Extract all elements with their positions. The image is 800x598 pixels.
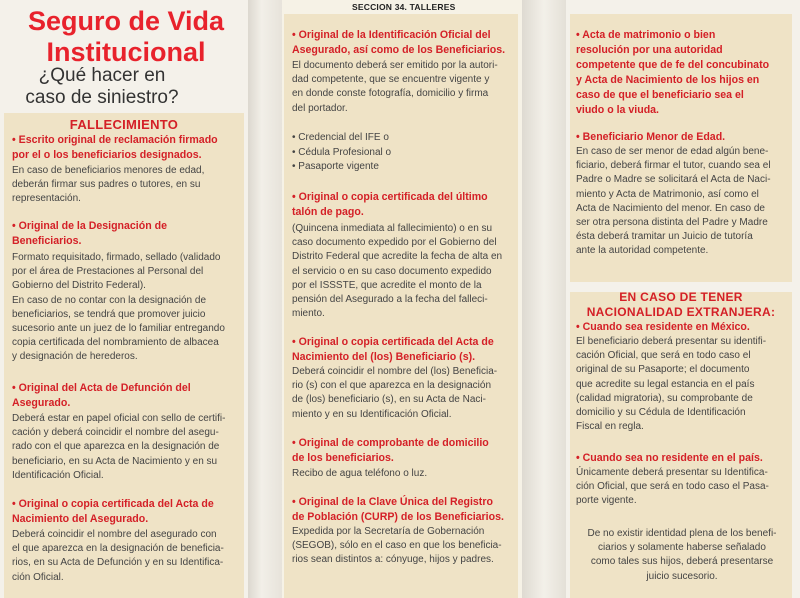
heading-line: de los beneficiarios.: [292, 452, 394, 464]
item-heading: [12, 381, 244, 411]
heading-line: • Original de la Clave Única del Registro: [292, 496, 493, 508]
text-line: por el ISSSTE, que acredite el monto de la: [292, 279, 482, 291]
text-line: miento y Acta de Matrimonio, así como el: [576, 188, 759, 200]
text-line: Gobierno del Distrito Federal).: [12, 280, 146, 292]
subtitle-line: ¿Qué hacer en: [38, 65, 166, 86]
item-heading: [12, 133, 244, 163]
text-line: Identificación Oficial.: [12, 469, 104, 481]
heading-line: • Cuando sea residente en México.: [576, 321, 750, 333]
heading-line: • Original o copia certificada del último: [292, 191, 488, 203]
text-line: Acta de Nacimiento del menor. En caso de: [576, 202, 765, 214]
text-line: en donde conste fotografía, domicilio y firma: [292, 88, 489, 100]
text-line: Distrito Federal que acredite la fecha de alta en: [292, 251, 503, 263]
heading-line: viudo o la viuda.: [576, 104, 659, 116]
text-line: miento.: [292, 308, 325, 320]
item-heading: [12, 219, 244, 249]
item-text: [292, 59, 516, 116]
item-heading: [576, 28, 790, 118]
item-text: [576, 145, 788, 259]
heading-line: • Original de la Designación de: [12, 220, 168, 232]
item-heading: [12, 497, 244, 527]
heading-line: • Beneficiario Menor de Edad.: [576, 131, 726, 143]
heading-line: y Acta de Nacimiento de los hijos en: [576, 74, 760, 86]
item-heading: [576, 130, 790, 145]
brochure-subtitle: [8, 65, 196, 109]
text-line: El beneficiario deberá presentar su identifi-: [576, 336, 767, 347]
text-line: caso documento expedido por el Gobierno del: [292, 237, 497, 249]
text-line: porte vigente.: [576, 495, 637, 507]
text-line: pensión del Asegurado a la fecha del falleci-: [292, 294, 488, 306]
title-line: Institucional: [46, 37, 206, 67]
heading-line: • Original del Acta de Defunción del: [12, 382, 191, 394]
text-line: rios sean distintos a: cónyuge, hijos y padres.: [292, 554, 494, 566]
document-list: [292, 131, 516, 175]
text-line: miento y en su Identificación Oficial.: [292, 408, 452, 420]
heading-line: caso de que el beneficiario sea el: [576, 89, 744, 101]
text-line: que acredite su legal estancia en el país: [576, 378, 755, 390]
text-line: juicio sucesorio.: [646, 570, 718, 582]
running-header: SECCION 34. TALLERES: [352, 2, 456, 12]
text-line: representación.: [12, 193, 81, 205]
item-text: [12, 412, 242, 483]
text-line: El documento deberá ser emitido por la autori-: [292, 60, 498, 71]
subtitle-line: caso de siniestro?: [25, 87, 179, 108]
text-line: deberán firmar sus padres o tutores, en su: [12, 179, 201, 191]
item-text: [576, 466, 788, 509]
item-heading: [576, 451, 790, 466]
heading-line: de Población (CURP) de los Beneficiarios.: [292, 511, 504, 523]
text-line: rio (s) con el que aparezca en la designación: [292, 380, 492, 392]
text-line: de (los) beneficiario (s), en su Acta de Naci-: [292, 394, 486, 406]
item-heading: [576, 320, 790, 335]
text-line: beneficiarios, se tendrá que promover juicio: [12, 308, 206, 320]
section-heading-nacionalidad: [570, 290, 792, 320]
text-line: cación Oficial, que será en todo caso el: [576, 350, 751, 362]
item-text: [292, 222, 516, 321]
item-text: [292, 525, 516, 568]
item-heading: [292, 495, 520, 525]
text-line: En caso de no contar con la designación de: [12, 294, 207, 306]
text-line: domicilio y su Cédula de Identificación: [576, 407, 746, 419]
item-text: [576, 335, 788, 434]
fold-gutter: [248, 0, 282, 598]
text-line: Deberá coincidir el nombre del (los) Beneficia-: [292, 366, 498, 377]
text-line: copia certificada del nombramiento de albacea: [12, 337, 219, 349]
text-line: ficiario, deberá firmar el tutor, cuando sea el: [576, 160, 771, 172]
heading-line: Asegurado, así como de los Beneficiarios.: [292, 44, 506, 56]
fold-gutter: [522, 0, 566, 598]
text-line: ser otra persona distinta del Padre y Madre: [576, 217, 768, 229]
text-line: beneficiario, en su Acta de Nacimiento y en su: [12, 455, 218, 467]
heading-line: Nacimiento del (los) Beneficiario (s).: [292, 351, 476, 363]
item-text: [12, 164, 242, 207]
middle-panel: [282, 0, 522, 598]
item-heading: [292, 190, 520, 220]
text-line: Únicamente deberá presentar su Identifica-: [576, 467, 768, 478]
text-line: el servicio o en su caso documento expedido: [292, 265, 492, 277]
text-line: Fiscal en regla.: [576, 421, 644, 433]
heading-line: NACIONALIDAD EXTRANJERA:: [586, 305, 776, 319]
brochure-title: [8, 6, 244, 68]
text-line: Recibo de agua teléfono o luz.: [292, 468, 428, 479]
text-line: el que aparezca en la designación de beneficia-: [12, 543, 224, 555]
heading-line: • Original o copia certificada del Acta de: [292, 336, 494, 348]
heading-line: • Acta de matrimonio o bien: [576, 29, 716, 41]
heading-line: • Cuando sea no residente en el país.: [576, 452, 763, 464]
text-line: Deberá estar en papel oficial con sello de certifi-: [12, 413, 226, 424]
heading-line: talón de pago.: [292, 206, 364, 218]
text-line: Formato requisitado, firmado, sellado (validado: [12, 252, 221, 263]
item-heading: [292, 436, 520, 466]
text-line: original de su Pasaporte; el documento: [576, 364, 750, 376]
text-line: ción Oficial.: [12, 571, 64, 583]
heading-line: por el o los beneficiarios designados.: [12, 149, 202, 161]
text-line: del portador.: [292, 102, 348, 114]
item-text: [292, 467, 516, 481]
text-line: (calidad migratoria), su comprobante de: [576, 392, 753, 404]
heading-line: EN CASO DE TENER: [619, 290, 743, 304]
text-line: ésta deberá tramitar un Juicio de tutoría: [576, 231, 753, 243]
text-line: ciarios y solamente haberse señalado: [598, 542, 766, 554]
left-panel: [0, 0, 248, 598]
heading-line: • Original de comprobante de domicilio: [292, 437, 489, 449]
closing-note: [576, 527, 788, 584]
heading-line: competente que de fe del concubinato: [576, 59, 770, 71]
text-line: (SEGOB), sólo en el caso en que los beneficia-: [292, 540, 502, 552]
heading-line: • Original o copia certificada del Acta de: [12, 498, 214, 510]
item-text: [12, 528, 242, 585]
list-item: • Credencial del IFE o: [292, 132, 389, 143]
text-line: En caso de beneficiarios menores de edad,: [12, 165, 205, 176]
item-heading: [292, 335, 520, 365]
text-line: por el área de Prestaciones al Personal del: [12, 266, 204, 278]
text-line: De no existir identidad plena de los benefi-: [587, 528, 777, 539]
title-line: Seguro de Vida: [27, 6, 225, 36]
text-line: y designación de herederos.: [12, 351, 138, 363]
text-line: sucesorio ante un juez de lo familiar entregando: [12, 323, 225, 335]
section-heading-fallecimiento: FALLECIMIENTO: [69, 117, 179, 132]
item-heading: [292, 28, 520, 58]
text-line: Deberá coincidir el nombre del asegurado con: [12, 529, 217, 540]
heading-line: Asegurado.: [12, 397, 71, 409]
heading-line: resolución por una autoridad: [576, 44, 723, 56]
list-item: • Cédula Profesional o: [292, 146, 392, 158]
text-line: cación y deberá coincidir el nombre del asegu-: [12, 427, 219, 439]
heading-line: Beneficiarios.: [12, 235, 82, 247]
list-item: • Pasaporte vigente: [292, 161, 379, 173]
text-line: Expedida por la Secretaría de Gobernación: [292, 526, 485, 537]
text-line: ante la autoridad competente.: [576, 245, 709, 257]
text-line: En caso de ser menor de edad algún bene-: [576, 146, 769, 157]
text-line: rado con el que aparezca en la designación de: [12, 441, 220, 453]
text-line: (Quincena inmediata al fallecimiento) o en su: [292, 223, 493, 234]
heading-line: • Escrito original de reclamación firmado: [12, 134, 218, 146]
heading-line: Nacimiento del Asegurado.: [12, 513, 149, 525]
heading-line: • Original de la Identificación Oficial del: [292, 29, 491, 41]
text-line: ción Oficial, que será en todo caso el Pasa-: [576, 481, 769, 493]
text-line: como tales sus hijos, deberá presentarse: [590, 556, 774, 568]
text-line: rios, en su Acta de Defunción y en su Identifica-: [12, 557, 224, 569]
item-text: [12, 251, 242, 365]
text-line: dad competente, que se encuentre vigente y: [292, 74, 490, 86]
item-text: [292, 365, 516, 422]
text-line: Padre o Madre se solicitará el Acta de Naci-: [576, 174, 771, 186]
right-panel: [566, 0, 800, 598]
